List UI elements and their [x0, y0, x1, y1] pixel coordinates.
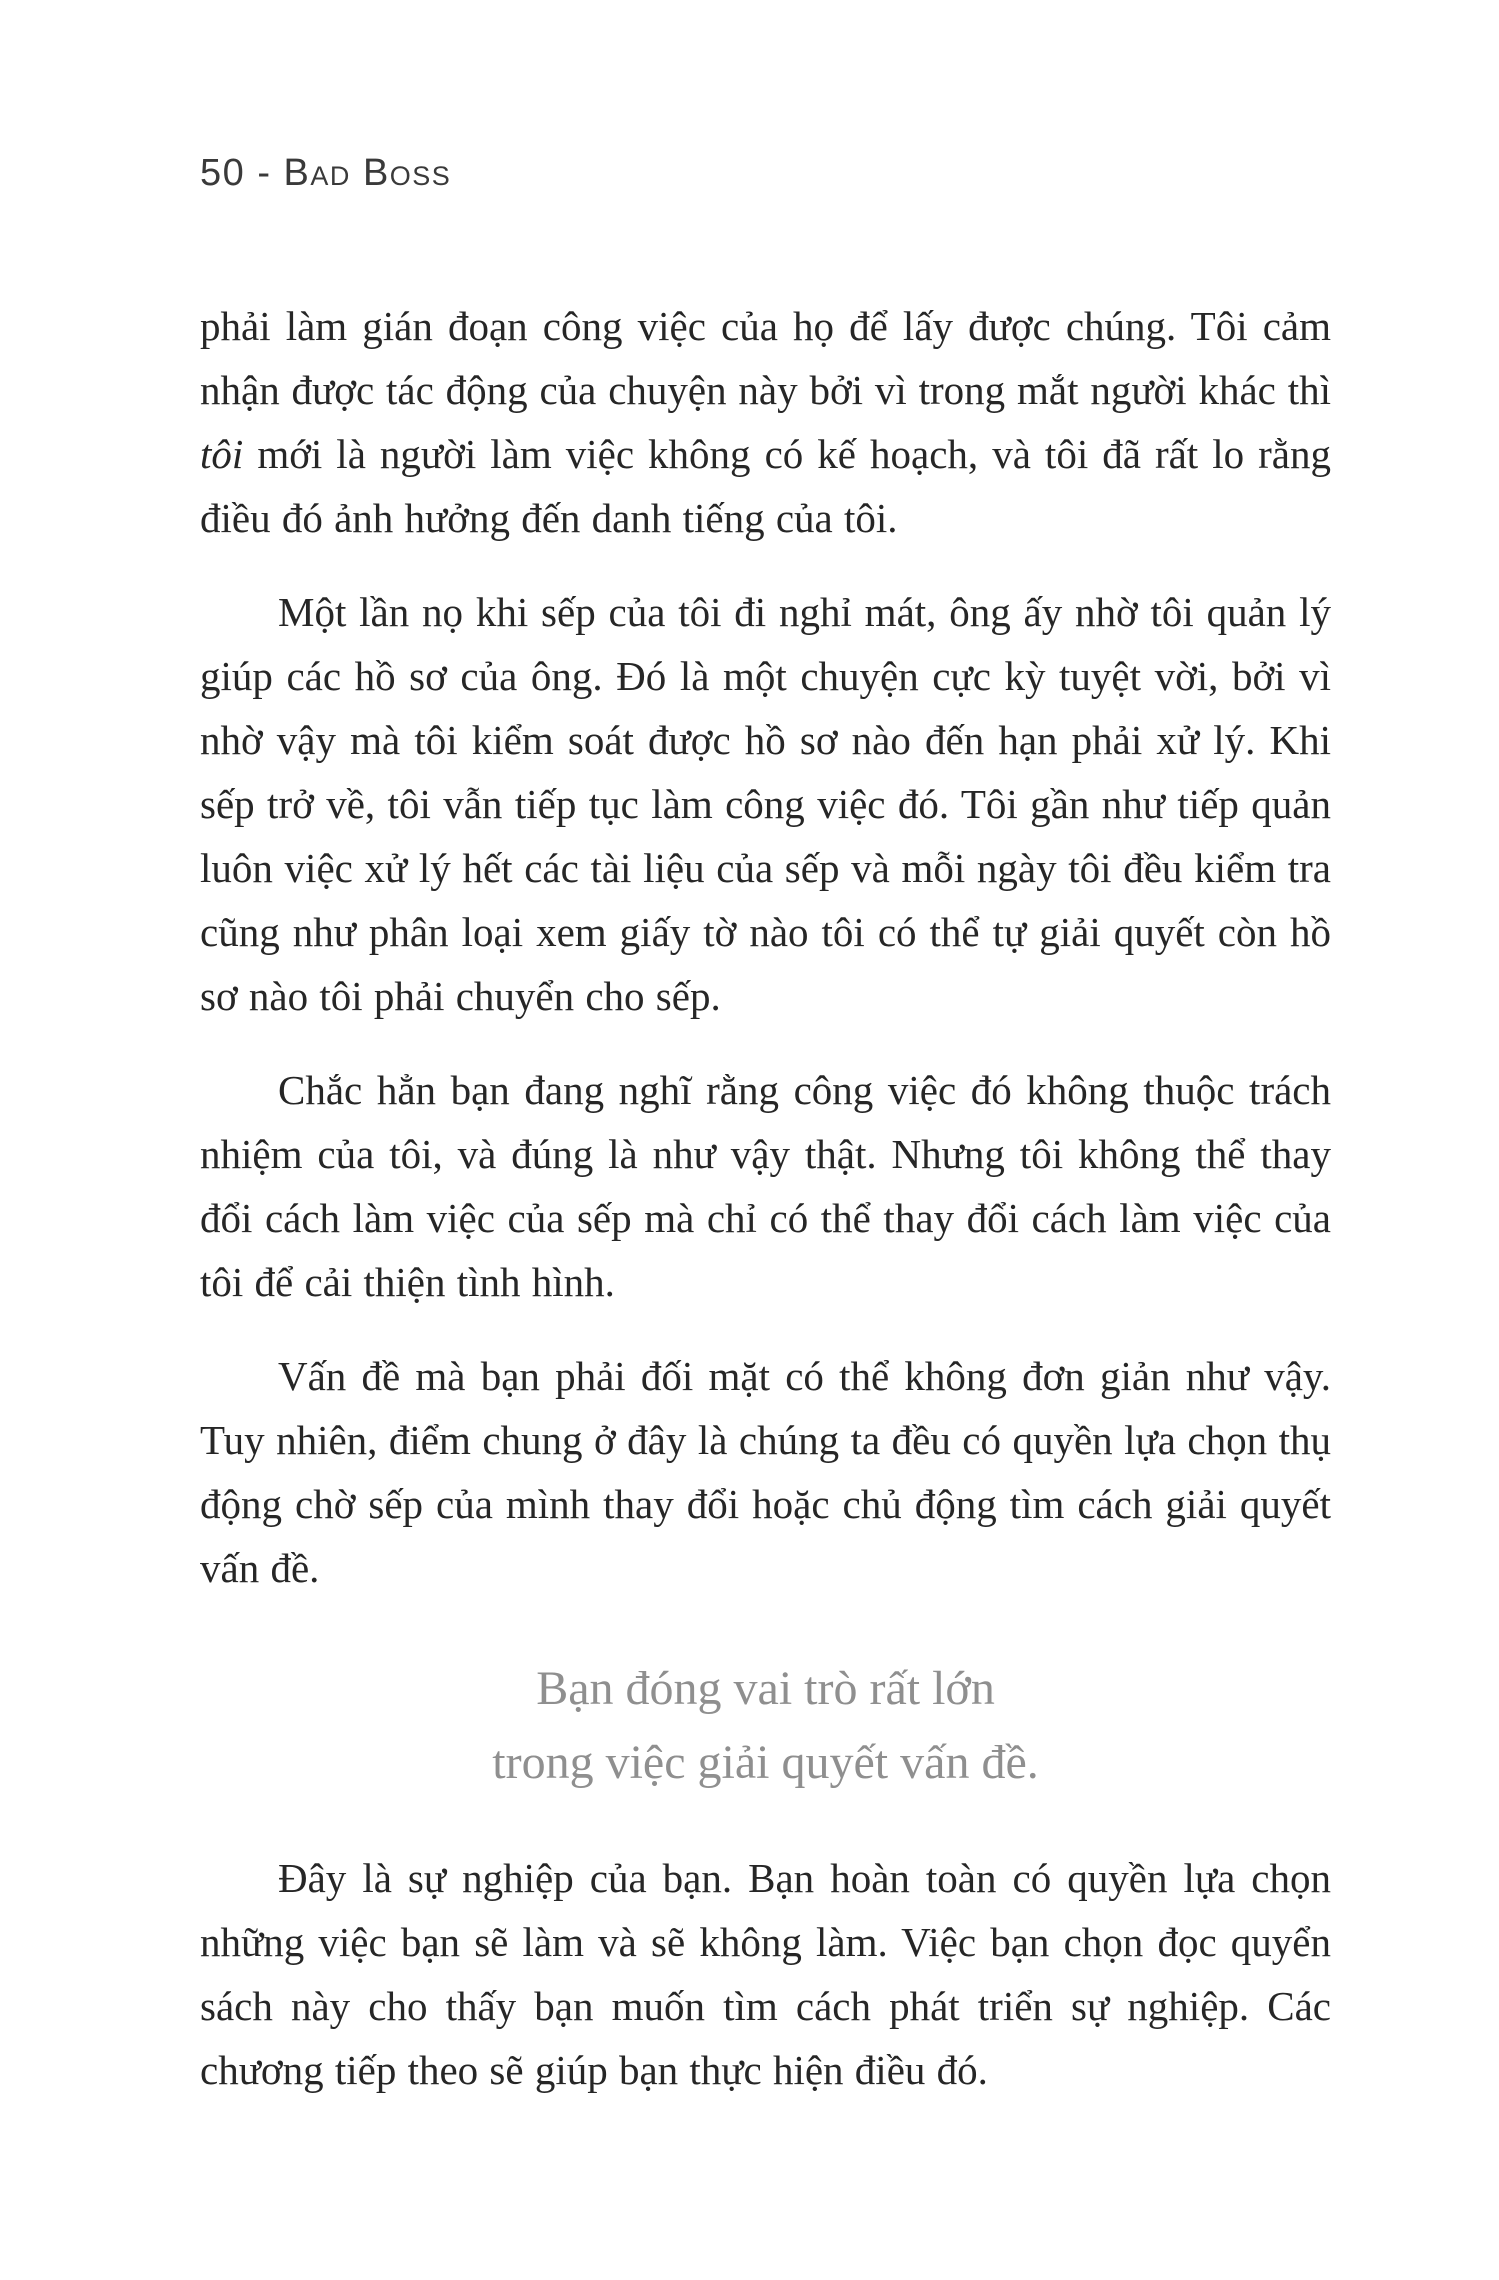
running-head	[200, 150, 1331, 196]
section-heading	[200, 1652, 1331, 1800]
page-number-and-book-title: 50 - Bad Boss	[200, 152, 452, 194]
italic-word: tôi	[200, 431, 244, 477]
body-paragraph: Vấn đề mà bạn phải đối mặt có thể không đơn giản như vậy. Tuy nhiên, điểm chung ở đây là chúng ta đều có quyền lựa chọn thụ động chờ sếp của mình thay đổi hoặc chủ động tìm cách giải quyết vấn đề.	[200, 1353, 1331, 1591]
paragraph-text: phải làm gián đoạn công việc của họ để lấy được chúng. Tôi cảm nhận được tác động của chuyện này bởi vì trong mắt người khác thì	[200, 303, 1331, 413]
paragraph-text: mới là người làm việc không có kế hoạch, và tôi đã rất lo rằng điều đó ảnh hưởng đến danh tiếng của tôi.	[200, 431, 1331, 541]
body-paragraph: Một lần nọ khi sếp của tôi đi nghỉ mát, ông ấy nhờ tôi quản lý giúp các hồ sơ của ông. Đó là một chuyện cực kỳ tuyệt vời, bởi vì nhờ vậy mà tôi kiểm soát được hồ sơ nào đến hạn phải xử lý. Khi sếp trở về, tôi vẫn tiếp tục làm công việc đó. Tôi gần như tiếp quản luôn việc xử lý hết các tài liệu của sếp và mỗi ngày tôi đều kiểm tra cũng như phân loại xem giấy tờ nào tôi có thể tự giải quyết còn hồ sơ nào tôi phải chuyển cho sếp.	[200, 589, 1331, 1019]
body-paragraph: Đây là sự nghiệp của bạn. Bạn hoàn toàn có quyền lựa chọn những việc bạn sẽ làm và sẽ không làm. Việc bạn chọn đọc quyển sách này cho thấy bạn muốn tìm cách phát triển sự nghiệp. Các chương tiếp theo sẽ giúp bạn thực hiện điều đó.	[200, 1855, 1331, 2093]
page-body	[200, 294, 1331, 2102]
section-heading-line: Bạn đóng vai trò rất lớn	[536, 1662, 995, 1715]
body-paragraph: Chắc hẳn bạn đang nghĩ rằng công việc đó không thuộc trách nhiệm của tôi, và đúng là như vậy thật. Nhưng tôi không thể thay đổi cách làm việc của sếp mà chỉ có thể thay đổi cách làm việc của tôi để cải thiện tình hình.	[200, 1067, 1331, 1305]
section-heading-line: trong việc giải quyết vấn đề.	[492, 1736, 1039, 1789]
body-paragraph	[200, 294, 1331, 550]
